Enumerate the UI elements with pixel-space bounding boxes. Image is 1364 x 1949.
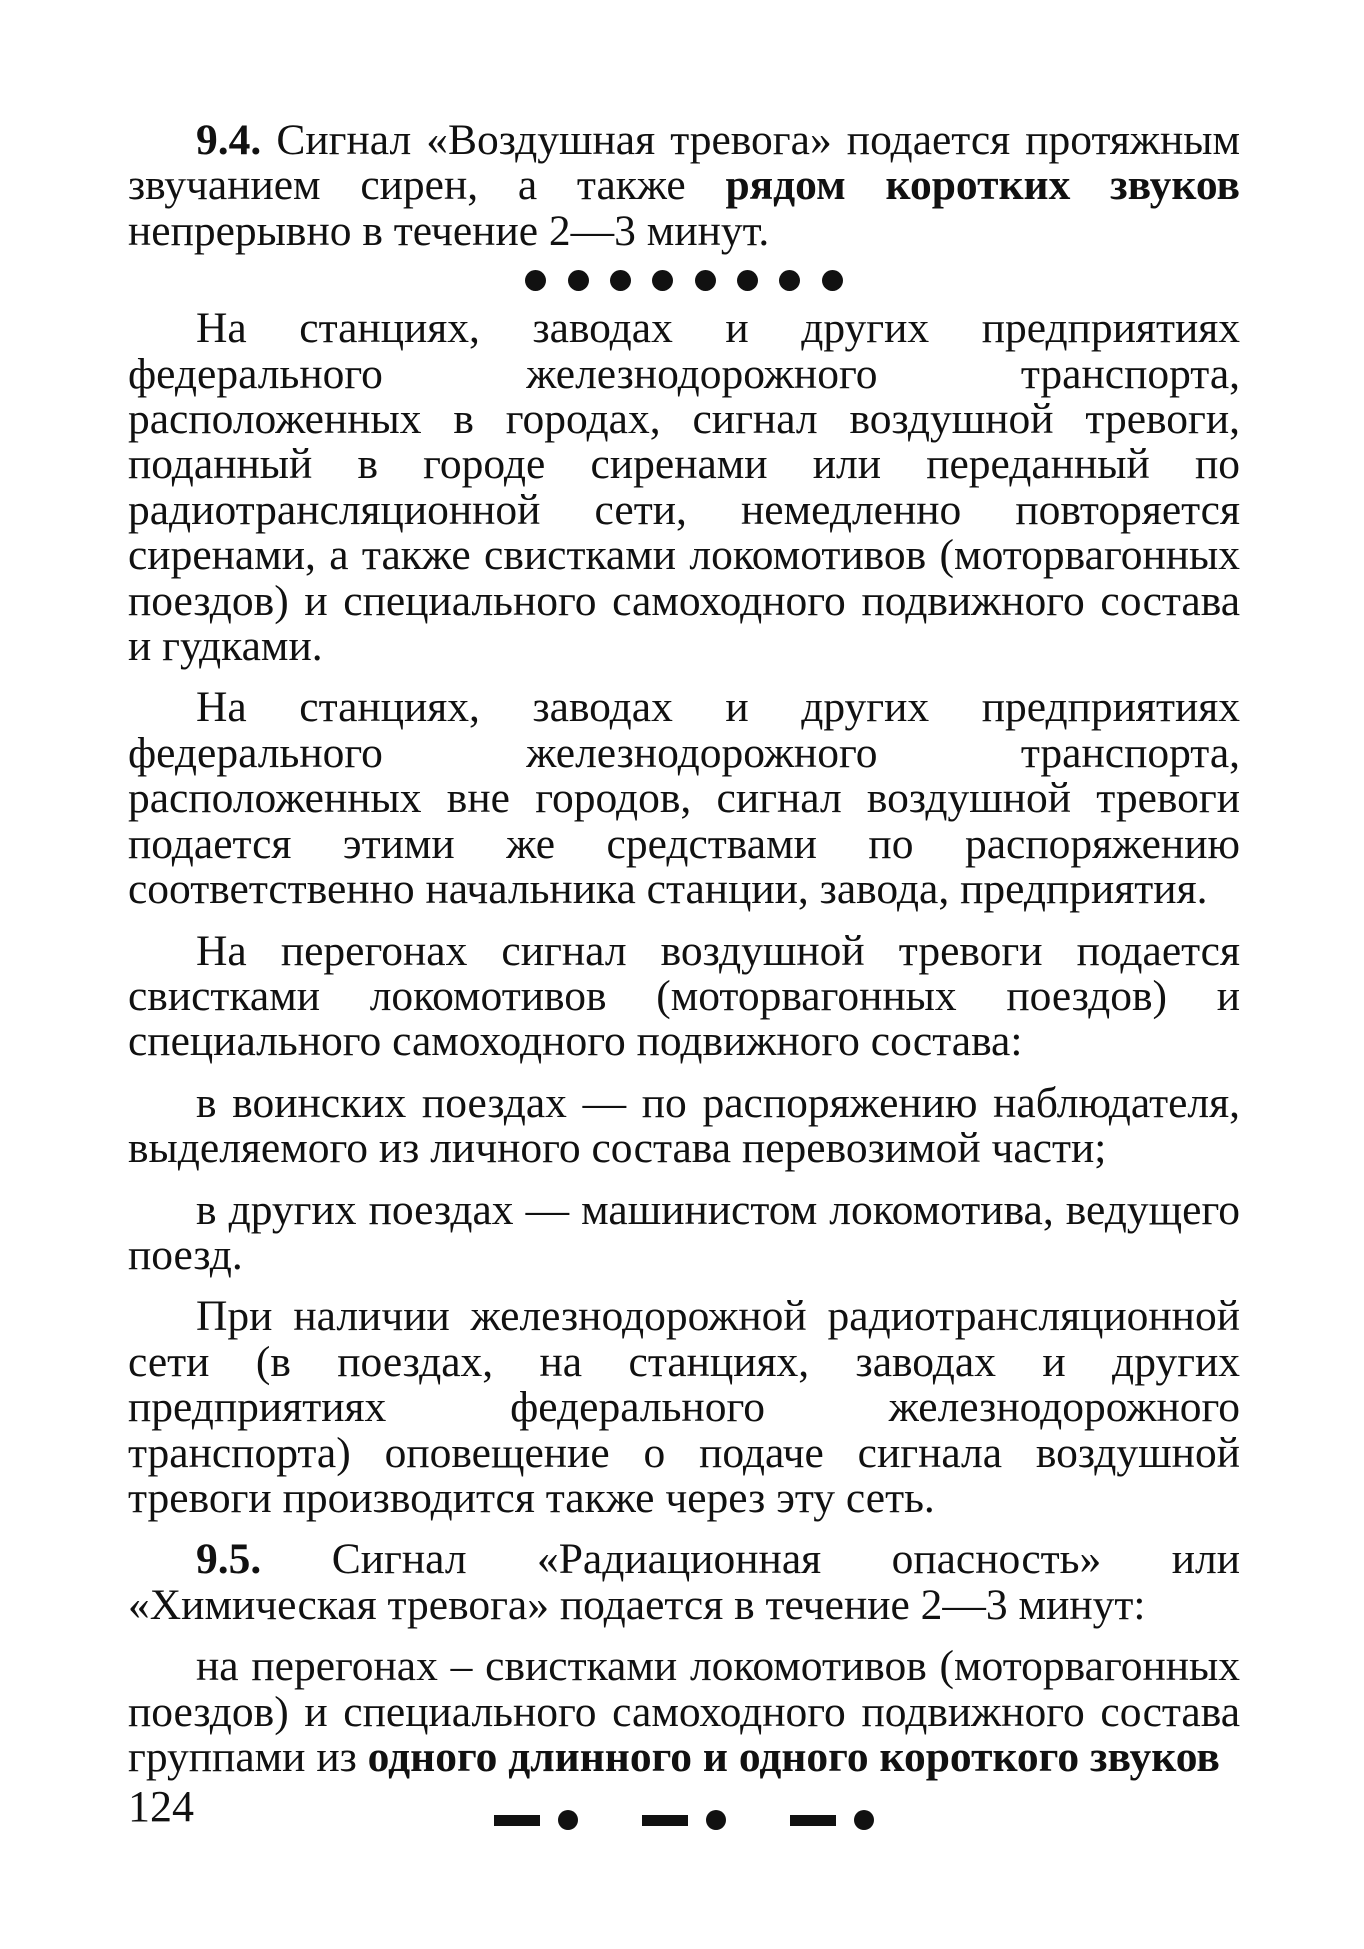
signal-dot-icon	[737, 270, 758, 291]
signal-dot-icon	[610, 270, 631, 291]
paragraph-military-trains: в воинских поездах — по распоряжению наблюдателя, выделяемого из личного состава перевозимой части;	[128, 1078, 1240, 1173]
signal-dot-icon	[695, 270, 716, 291]
section-9-4-text-a: Сигнал «Воздушная тревога» подается протяжным звучанием сирен, а также	[128, 116, 1240, 210]
section-9-5-item-text: на перегонах – свистками локомотивов (моторвагонных поездов) и специального самоходного подвижного состава группами из	[128, 1642, 1240, 1781]
signal-dot-icon	[652, 270, 673, 291]
section-9-4	[128, 118, 1240, 254]
paragraph-hauls: На перегонах сигнал воздушной тревоги подается свистками локомотивов (моторвагонных поездов) и специального самоходного подвижного состава:	[128, 926, 1240, 1066]
section-9-5	[128, 1537, 1240, 1628]
air-raid-signal-dots	[128, 270, 1240, 291]
signal-group	[494, 1810, 578, 1830]
signal-dot-icon	[779, 270, 800, 291]
paragraph-outside-cities: На станциях, заводах и других предприятиях федерального железнодорожного транспорта, расположенных вне городов, сигнал воздушной тревоги подается этими же средствами по распоряжению соответственно начальника станции, завода, предприятия.	[128, 683, 1240, 914]
section-9-5-number: 9.5.	[196, 1535, 262, 1584]
section-9-5-text: Сигнал «Радиационная опасность» или «Химическая тревога» подается в течение 2—3 минут:	[128, 1535, 1240, 1629]
section-9-4-bold: рядом коротких звуков	[725, 161, 1240, 210]
page-body	[128, 118, 1240, 1830]
signal-group	[790, 1810, 874, 1830]
page-number: 124	[128, 1782, 194, 1831]
signal-dot-icon	[822, 270, 843, 291]
signal-dot-icon	[568, 270, 589, 291]
short-signal-dot-icon	[558, 1810, 578, 1830]
section-9-4-number: 9.4.	[196, 116, 262, 164]
paragraph-radio-network: При наличии железнодорожной радиотрансляционной сети (в поездах, на станциях, заводах и других предприятиях федерального железнодорожного транспорта) оповещение о подаче сигнала воздушной тревоги производится также через эту сеть.	[128, 1292, 1240, 1522]
section-9-5-item	[128, 1644, 1240, 1780]
signal-dot-icon	[525, 270, 546, 291]
radiation-signal-pattern	[128, 1810, 1240, 1830]
paragraph-other-trains: в других поездах — машинистом локомотива, ведущего поезд.	[128, 1185, 1240, 1279]
signal-group	[642, 1810, 726, 1830]
long-signal-dash-icon	[494, 1815, 540, 1826]
long-signal-dash-icon	[790, 1815, 836, 1826]
short-signal-dot-icon	[854, 1810, 874, 1830]
section-9-4-text-b: непрерывно в течение 2—3 минут.	[128, 206, 770, 255]
short-signal-dot-icon	[706, 1810, 726, 1830]
paragraph-cities: На станциях, заводах и других предприятиях федерального железнодорожного транспорта, расположенных в городах, сигнал воздушной тревоги, поданный в городе сиренами или переданный по радиотрансляционной сети, немедленно повторяется сиренами, а также свистками локомотивов (моторвагонных поездов) и специального самоходного подвижного состава и гудками.	[128, 304, 1240, 671]
long-signal-dash-icon	[642, 1815, 688, 1826]
section-9-5-item-bold: одного длинного и одного короткого звуков	[367, 1733, 1220, 1781]
